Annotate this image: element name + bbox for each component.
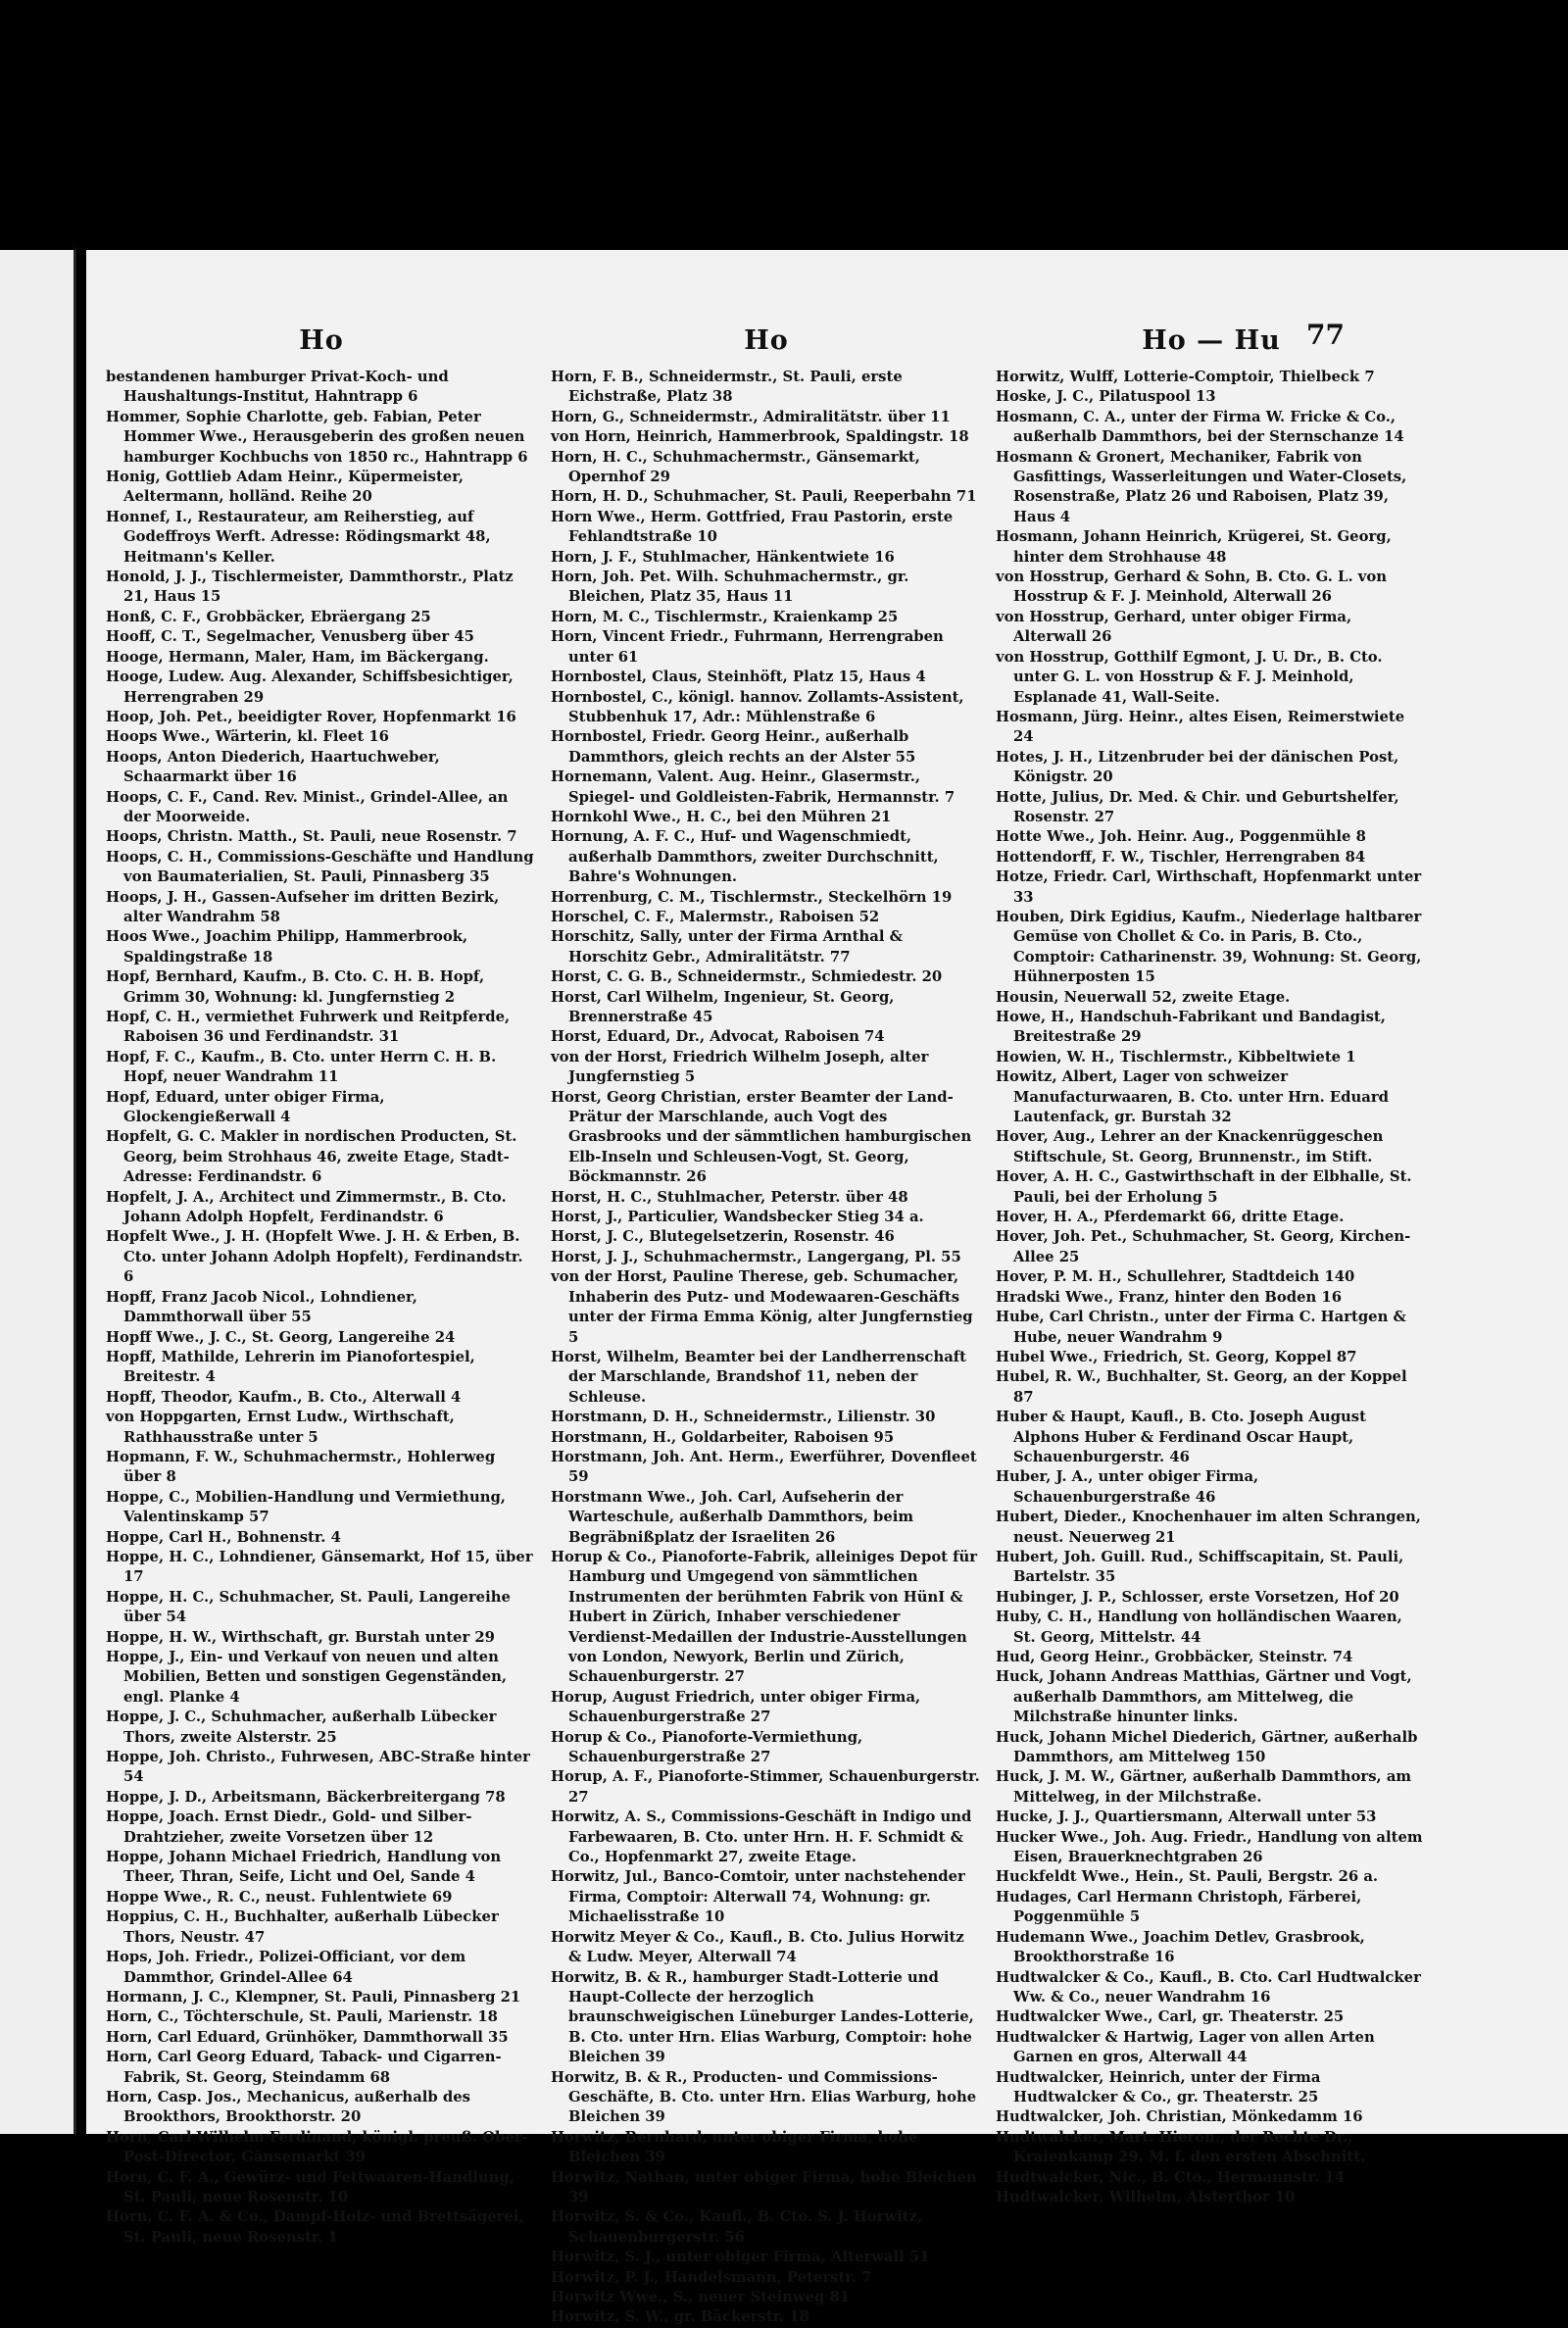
- directory-entry: Horschel, C. F., Malermstr., Raboisen 52: [551, 908, 880, 925]
- directory-entry: Hosmann, Jürg. Heinr., altes Eisen, Reimerstwiete 24: [996, 708, 1405, 746]
- directory-entry: Horschitz, Sally, unter der Firma Arnthal & Horschitz Gebr., Admiralitätstr. 77: [551, 928, 903, 966]
- directory-entry: Horn, Joh. Pet. Wilh. Schuhmachermstr., gr. Bleichen, Platz 35, Haus 11: [551, 569, 909, 606]
- directory-entry: von Horn, Heinrich, Hammerbrook, Spaldingstr. 18: [551, 428, 969, 446]
- directory-entry: Housin, Neuerwall 52, zweite Etage.: [996, 988, 1291, 1006]
- directory-entry: Horrenburg, C. M., Tischlermstr., Steckelhörn 19: [551, 888, 953, 906]
- directory-entry: Hubert, Dieder., Knochenhauer im alten Schrangen, neust. Neuerweg 21: [996, 1509, 1421, 1546]
- directory-entry: von der Horst, Friedrich Wilhelm Joseph, alter Jungfernstieg 5: [551, 1048, 929, 1086]
- directory-entry: Horup & Co., Pianoforte-Vermiethung, Schauenburgerstraße 27: [551, 1728, 863, 1766]
- directory-entry: Honnef, I., Restaurateur, am Reiherstieg, auf Godeffroys Werft. Adresse: Rödingsmarkt 48, Heitmann's Keller.: [106, 508, 491, 566]
- directory-entry: Horwitz, Jul., Banco-Comtoir, unter nachstehender Firma, Comptoir: Alterwall 74, Wohnung: gr. Michaelisstraße 10: [551, 1868, 965, 1926]
- entry-list: [551, 368, 982, 2328]
- directory-entry: Hopf, Bernhard, Kaufm., B. Cto. C. H. B. Hopf, Grimm 30, Wohnung: kl. Jungfernstieg 2: [106, 968, 485, 1006]
- directory-entry: Hoops, J. H., Gassen-Aufseher im dritten Bezirk, alter Wandrahm 58: [106, 888, 500, 925]
- directory-entry: Horwitz, P. J., Handelsmann, Peterstr. 7: [551, 2268, 872, 2286]
- directory-entry: Huber, J. A., unter obiger Firma, Schauenburgerstraße 46: [996, 1468, 1259, 1506]
- directory-entry: Hudtwalcker, Wilhelm, Alsterthor 10: [996, 2188, 1296, 2205]
- directory-entry: Hudtwalcker, Heinrich, unter der Firma Hudtwalcker & Co., gr. Theaterstr. 25: [996, 2068, 1321, 2105]
- directory-entry: Hudtwalcker, Nic., B. Cto., Hermannstr. 14: [996, 2168, 1346, 2186]
- directory-entry: Horstmann, D. H., Schneidermstr., Lilienstr. 30: [551, 1409, 936, 1426]
- directory-entry: Hudtwalcker, Mart. Hieron., der Rechte Dr., Kraienkamp 29. M. f. den ersten Abschnitt.: [996, 2128, 1366, 2166]
- directory-entry: Horwitz Meyer & Co., Kaufl., B. Cto. Julius Horwitz & Ludw. Meyer, Alterwall 74: [551, 1928, 964, 1966]
- directory-entry: Horn, G., Schneidermstr., Admiralitätstr. über 11: [551, 408, 951, 425]
- directory-entry: Hoppe, Joach. Ernst Diedr., Gold- und Silber-Drahtzieher, zweite Vorsetzen über 12: [106, 1808, 472, 1846]
- directory-entry: Hoppe Wwe., R. C., neust. Fuhlentwiete 69: [106, 1888, 453, 1906]
- directory-entry: Horwitz, B. & R., hamburger Stadt-Lotterie und Haupt-Collecte der herzoglich braunschweigischen Lüneburger Landes-Lotterie, B. Cto. unter Hrn. Elias Warburg, Comptoir: hohe Bleichen 39: [551, 1968, 974, 2066]
- directory-entry: Horn Wwe., Herm. Gottfried, Frau Pastorin, erste Fehlandtstraße 10: [551, 508, 954, 546]
- directory-entry: von Hosstrup, Gerhard & Sohn, B. Cto. G. L. von Hosstrup & F. J. Meinhold, Alterwall 26: [996, 569, 1387, 606]
- directory-entry: Hornbostel, C., königl. hannov. Zollamts-Assistent, Stubbenhuk 17, Adr.: Mühlenstraße 6: [551, 688, 964, 725]
- directory-entry: Horwitz, A. S., Commissions-Geschäft in Indigo und Farbewaaren, B. Cto. unter Hrn. H. F. Schmidt & Co., Hopfenmarkt 27, zweite Etage.: [551, 1808, 972, 1866]
- directory-entry: Hornbostel, Friedr. Georg Heinr., außerhalb Dammthors, gleich rechts an der Alster 55: [551, 728, 916, 766]
- directory-entry: Horwitz Wwe., S., neuer Steinweg 81: [551, 2289, 851, 2305]
- column-header: Ho: [299, 325, 344, 356]
- directory-entry: Horst, H. C., Stuhlmacher, Peterstr. über 48: [551, 1188, 908, 1206]
- directory-entry: Huck, Johann Andreas Matthias, Gärtner und Vogt, außerhalb Dammthors, am Mittelweg, die Milchstraße hinunter links.: [996, 1668, 1412, 1726]
- directory-entry: Hosmann, Johann Heinrich, Krügerei, St. Georg, hinter dem Strohhause 48: [996, 528, 1392, 566]
- directory-entry: Horn, Carl Eduard, Grünhöker, Dammthorwall 35: [106, 2028, 509, 2046]
- directory-entry: Hradski Wwe., Franz, hinter den Boden 16: [996, 1288, 1343, 1306]
- directory-entry: Hoppe, J. D., Arbeitsmann, Bäckerbreitergang 78: [106, 1788, 506, 1806]
- directory-entry: Horstmann, Joh. Ant. Herm., Ewerführer, Dovenfleet 59: [551, 1448, 977, 1486]
- directory-entry: Honold, J. J., Tischlermeister, Dammthorstr., Platz 21, Haus 15: [106, 569, 514, 606]
- directory-entry: Hoops Wwe., Wärterin, kl. Fleet 16: [106, 728, 389, 746]
- directory-entry: Horup, A. F., Pianoforte-Stimmer, Schauenburgerstr. 27: [551, 1768, 980, 1806]
- directory-entry: Hoppe, J. C., Schuhmacher, außerhalb Lübecker Thors, zweite Alsterstr. 25: [106, 1709, 497, 1746]
- directory-entry: von Hoppgarten, Ernst Ludw., Wirthschaft, Rathhausstraße unter 5: [106, 1409, 455, 1446]
- directory-entry: Hoppe, Joh. Christo., Fuhrwesen, ABC-Straße hinter 54: [106, 1749, 530, 1786]
- directory-entry: Horst, Georg Christian, erster Beamter der Land-Prätur der Marschlande, auch Vogt des Grasbrooks und der sämmtlichen hamburgischen Elb-Inseln und Schleusen-Vogt, St. Georg, Böckmannstr. 26: [551, 1088, 972, 1186]
- directory-page: [86, 250, 1568, 2326]
- directory-entry: Horst, Eduard, Dr., Advocat, Raboisen 74: [551, 1028, 885, 1046]
- directory-entry: Hotte Wwe., Joh. Heinr. Aug., Poggenmühle 8: [996, 828, 1366, 846]
- directory-entry: Hornung, A. F. C., Huf- und Wagenschmiedt, außerhalb Dammthors, zweiter Durchschnitt, Bahre's Wohnungen.: [551, 828, 939, 886]
- directory-entry: Horn, H. D., Schuhmacher, St. Pauli, Reeperbahn 71: [551, 488, 977, 506]
- directory-entry: Huckfeldt Wwe., Hein., St. Pauli, Bergstr. 26 a.: [996, 1868, 1379, 1886]
- directory-entry: Hudemann Wwe., Joachim Detlev, Grasbrook, Brookthorstraße 16: [996, 1928, 1365, 1966]
- directory-entry: Hooge, Ludew. Aug. Alexander, Schiffsbesichtiger, Herrengraben 29: [106, 669, 514, 706]
- directory-entry: Huber & Haupt, Kaufl., B. Cto. Joseph August Alphons Huber & Ferdinand Oscar Haupt, Schauenburgerstr. 46: [996, 1409, 1366, 1465]
- directory-entry: Hornkohl Wwe., H. C., bei den Mühren 21: [551, 808, 892, 825]
- directory-entry: Huck, Johann Michel Diederich, Gärtner, außerhalb Dammthors, am Mittelweg 150: [996, 1728, 1418, 1766]
- directory-entry: Horup & Co., Pianoforte-Fabrik, alleiniges Depot für Hamburg und Umgegend von sämmtlichen Instrumenten der berühmten Fabrik von HünI & Hubert in Zürich, Inhaber verschiedener Verdienst-Medaillen der Industrie-Ausstellungen von London, Newyork, Berlin und Zürich, Schauenburgerstr. 27: [551, 1548, 978, 1686]
- directory-entry: Horst, Carl Wilhelm, Ingenieur, St. Georg, Brennerstraße 45: [551, 988, 895, 1025]
- column-header: Ho — Hu: [1142, 325, 1281, 356]
- directory-entry: Horwitz, Bernhard, unter obiger Firma, hohe Bleichen 39: [551, 2128, 918, 2166]
- directory-entry: Hucker Wwe., Joh. Aug. Friedr., Handlung von altem Eisen, Brauerknechtgraben 26: [996, 1828, 1423, 1866]
- directory-entry: Hopf, C. H., vermiethet Fuhrwerk und Reitpferde, Raboisen 36 und Ferdinandstr. 31: [106, 1009, 511, 1046]
- directory-entry: Horn, M. C., Tischlermstr., Kraienkamp 25: [551, 608, 899, 625]
- directory-entry: Hudtwalcker Wwe., Carl, gr. Theaterstr. 25: [996, 2008, 1345, 2026]
- directory-entry: Hoops, Anton Diederich, Haartuchweber, Schaarmarkt über 16: [106, 748, 440, 786]
- directory-entry: Horstmann Wwe., Joh. Carl, Aufseherin der Warteschule, außerhalb Dammthors, beim Begräbnißplatz der Israeliten 26: [551, 1488, 914, 1546]
- directory-entry: Horn, C. F. A., Gewürz- und Fettwaaren-Handlung, St. Pauli, neue Rosenstr. 10: [106, 2168, 514, 2205]
- directory-entry: Hubel Wwe., Friedrich, St. Georg, Koppel 87: [996, 1348, 1357, 1365]
- directory-entry: Hoops, C. H., Commissions-Geschäfte und Handlung von Baumaterialien, St. Pauli, Pinnasberg 35: [106, 848, 534, 886]
- directory-entry: Hoops, Christn. Matth., St. Pauli, neue Rosenstr. 7: [106, 828, 517, 846]
- directory-entry: Hover, H. A., Pferdemarkt 66, dritte Etage.: [996, 1209, 1345, 1226]
- directory-entry: Hommer, Sophie Charlotte, geb. Fabian, Peter Hommer Wwe., Herausgeberin des großen neuen hamburger Kochbuchs von 1850 rc., Hahntrapp 6: [106, 408, 528, 466]
- directory-entry: Hoske, J. C., Pilatuspool 13: [996, 388, 1216, 406]
- directory-entry: Horwitz, Wulff, Lotterie-Comptoir, Thielbeck 7: [996, 369, 1375, 385]
- directory-entry: Hooff, C. T., Segelmacher, Venusberg über 45: [106, 628, 474, 646]
- directory-entry: Howe, H., Handschuh-Fabrikant und Bandagist, Breitestraße 29: [996, 1009, 1386, 1046]
- directory-entry: Hotte, Julius, Dr. Med. & Chir. und Geburtshelfer, Rosenstr. 27: [996, 788, 1399, 825]
- directory-entry: Hoos Wwe., Joachim Philipp, Hammerbrook, Spaldingstraße 18: [106, 928, 468, 966]
- directory-entry: Horn, C. F. A. & Co., Dampf-Holz- und Brettsägerei, St. Pauli, neue Rosenstr. 1: [106, 2208, 524, 2246]
- directory-entry: Horn, C., Töchterschule, St. Pauli, Marienstr. 18: [106, 2008, 498, 2026]
- directory-entry: Honig, Gottlieb Adam Heinr., Küpermeister, Aeltermann, holländ. Reihe 20: [106, 469, 465, 506]
- directory-entry: Horst, J. J., Schuhmachermstr., Langergang, Pl. 55: [551, 1248, 961, 1265]
- directory-entry: Horup, August Friedrich, unter obiger Firma, Schauenburgerstraße 27: [551, 1688, 921, 1726]
- directory-entry: Hopmann, F. W., Schuhmachermstr., Hohlerweg über 8: [106, 1448, 496, 1486]
- column-header: Ho: [744, 325, 789, 356]
- directory-entry: Huby, C. H., Handlung von holländischen Waaren, St. Georg, Mittelstr. 44: [996, 1609, 1402, 1646]
- directory-entry: Hops, Joh. Friedr., Polizei-Officiant, vor dem Dammthor, Grindel-Allee 64: [106, 1949, 466, 1986]
- directory-entry: Hudtwalcker & Co., Kaufl., B. Cto. Carl Hudtwalcker Ww. & Co., neuer Wandrahm 16: [996, 1968, 1421, 2006]
- entry-list: [106, 368, 537, 2248]
- directory-entry: Hover, Joh. Pet., Schuhmacher, St. Georg, Kirchen-Allee 25: [996, 1228, 1411, 1265]
- directory-entry: Hoppe, Johann Michael Friedrich, Handlung von Theer, Thran, Seife, Licht und Oel, Sande 4: [106, 1849, 502, 1886]
- directory-entry: Houben, Dirk Egidius, Kaufm., Niederlage haltbarer Gemüse von Chollet & Co. in Paris, B. Cto., Comptoir: Catharinenstr. 39, Wohnung: St. Georg, Hühnerposten 15: [996, 908, 1422, 986]
- directory-entry: Horwitz, Nathan, unter obiger Firma, hohe Bleichen 39: [551, 2168, 977, 2205]
- directory-entry: Hoppe, H. W., Wirthschaft, gr. Burstah unter 29: [106, 1628, 495, 1646]
- directory-entry: Horn, J. F., Stuhlmacher, Hänkentwiete 16: [551, 548, 895, 566]
- directory-entry: Hover, P. M. H., Schullehrer, Stadtdeich 140: [996, 1268, 1355, 1286]
- directory-entry: Horn, Carl Wilhelm Ferdinand, königl. preuß. Ober-Post-Director, Gänsemarkt 39: [106, 2128, 528, 2166]
- directory-entry: Hopff, Theodor, Kaufm., B. Cto., Alterwall 4: [106, 1388, 462, 1406]
- directory-entry: Horst, C. G. B., Schneidermstr., Schmiedestr. 20: [551, 968, 943, 986]
- directory-entry: Hoops, C. F., Cand. Rev. Minist., Grindel-Allee, an der Moorweide.: [106, 788, 509, 825]
- directory-entry: Hoppe, H. C., Lohndiener, Gänsemarkt, Hof 15, über 17: [106, 1548, 533, 1586]
- directory-entry: Hucke, J. J., Quartiersmann, Alterwall unter 53: [996, 1808, 1377, 1826]
- directory-entry: Horst, Wilhelm, Beamter bei der Landherrenschaft der Marschlande, Brandshof 11, neben der Schleuse.: [551, 1348, 966, 1406]
- directory-entry: Hopff Wwe., J. C., St. Georg, Langereihe 24: [106, 1328, 456, 1346]
- directory-entry: Howien, W. H., Tischlermstr., Kibbeltwiete 1: [996, 1048, 1356, 1065]
- column-2: [551, 324, 982, 2326]
- directory-entry: Hoppe, J., Ein- und Verkauf von neuen und alten Mobilien, Betten und sonstigen Gegenständen, engl. Planke 4: [106, 1649, 508, 1706]
- directory-entry: Hover, Aug., Lehrer an der Knackenrüggeschen Stiftschule, St. Georg, Brunnenstr., im Stift.: [996, 1128, 1384, 1165]
- directory-entry: Horwitz, S. J., unter obiger Firma, Alterwall 51: [551, 2249, 930, 2266]
- directory-entry: Hopf, F. C., Kaufm., B. Cto. unter Herrn C. H. B. Hopf, neuer Wandrahm 11: [106, 1048, 497, 1086]
- directory-entry: Hosmann & Gronert, Mechaniker, Fabrik von Gasfittings, Wasserleitungen und Water-Closets, Rosenstraße, Platz 26 und Raboisen, Platz 39, Haus 4: [996, 448, 1407, 525]
- directory-entry: Horn, H. C., Schuhmachermstr., Gänsemarkt, Opernhof 29: [551, 448, 920, 486]
- directory-entry: Hornbostel, Claus, Steinhöft, Platz 15, Haus 4: [551, 669, 926, 686]
- directory-entry: Horn, F. B., Schneidermstr., St. Pauli, erste Eichstraße, Platz 38: [551, 369, 903, 406]
- directory-entry: Hoppe, H. C., Schuhmacher, St. Pauli, Langereihe über 54: [106, 1588, 511, 1626]
- directory-entry: Huck, J. M. W., Gärtner, außerhalb Dammthors, am Mittelweg, in der Milchstraße.: [996, 1768, 1412, 1806]
- directory-entry: Hubinger, J. P., Schlosser, erste Vorsetzen, Hof 20: [996, 1588, 1399, 1606]
- directory-entry: Hosmann, C. A., unter der Firma W. Fricke & Co., außerhalb Dammthors, bei der Sternschanze 14: [996, 408, 1404, 446]
- directory-entry: Hopf, Eduard, unter obiger Firma, Glockengießerwall 4: [106, 1088, 385, 1126]
- directory-entry: Hudtwalcker, Joh. Christian, Mönkedamm 16: [996, 2108, 1363, 2126]
- directory-entry: Hopfelt, G. C. Makler in nordischen Producten, St. Georg, beim Strohhaus 46, zweite Etage, Stadt-Adresse: Ferdinandstr. 6: [106, 1128, 517, 1186]
- entry-list: [996, 368, 1427, 2207]
- directory-entry: Horwitz, S. W., gr. Bäckerstr. 18: [551, 2308, 809, 2326]
- directory-entry: von Hosstrup, Gerhard, unter obiger Firma, Alterwall 26: [996, 608, 1352, 646]
- columns-container: [106, 324, 1439, 2326]
- column-3: [996, 324, 1427, 2205]
- directory-entry: Hover, A. H. C., Gastwirthschaft in der Elbhalle, St. Pauli, bei der Erholung 5: [996, 1168, 1412, 1206]
- directory-entry: bestandenen hamburger Privat-Koch- und Haushaltungs-Institut, Hahntrapp 6: [106, 369, 449, 406]
- directory-entry: Horwitz, S. & Co., Kaufl., B. Cto. S. J. Horwitz, Schauenburgerstr. 56: [551, 2208, 923, 2246]
- directory-entry: Hudtwalcker & Hartwig, Lager von allen Arten Garnen en gros, Alterwall 44: [996, 2028, 1375, 2066]
- directory-entry: Hooge, Hermann, Maler, Ham, im Bäckergang.: [106, 648, 489, 666]
- directory-entry: von Hosstrup, Gotthilf Egmont, J. U. Dr., B. Cto. unter G. L. von Hosstrup & F. J. Meinhold, Esplanade 41, Wall-Seite.: [996, 648, 1383, 706]
- directory-entry: Horst, J. C., Blutegelsetzerin, Rosenstr. 46: [551, 1228, 895, 1246]
- directory-entry: Hoppe, C., Mobilien-Handlung und Vermiethung, Valentinskamp 57: [106, 1488, 506, 1526]
- directory-entry: Horstmann, H., Goldarbeiter, Raboisen 95: [551, 1428, 895, 1446]
- directory-entry: Horn, Vincent Friedr., Fuhrmann, Herrengraben unter 61: [551, 628, 944, 666]
- directory-entry: Hormann, J. C., Klempner, St. Pauli, Pinnasberg 21: [106, 1988, 521, 2006]
- directory-entry: Hudages, Carl Hermann Christoph, Färberei, Poggenmühle 5: [996, 1888, 1362, 1926]
- directory-entry: Hube, Carl Christn., unter der Firma C. Hartgen & Hube, neuer Wandrahm 9: [996, 1309, 1406, 1346]
- directory-entry: Hoppe, Carl H., Bohnenstr. 4: [106, 1528, 341, 1546]
- directory-entry: Horwitz, B. & R., Producten- und Commissions-Geschäfte, B. Cto. unter Hrn. Elias Warburg, hohe Bleichen 39: [551, 2068, 977, 2126]
- directory-entry: Horn, Carl Georg Eduard, Taback- und Cigarren-Fabrik, St. Georg, Steindamm 68: [106, 2049, 502, 2086]
- directory-entry: Hopfelt Wwe., J. H. (Hopfelt Wwe. J. H. & Erben, B. Cto. unter Johann Adolph Hopfelt), Ferdinandstr. 6: [106, 1228, 523, 1286]
- directory-entry: Hotze, Friedr. Carl, Wirthschaft, Hopfenmarkt unter 33: [996, 868, 1422, 906]
- column-1: [106, 324, 537, 2246]
- directory-entry: Hornemann, Valent. Aug. Heinr., Glasermstr., Spiegel- und Goldleisten-Fabrik, Hermannstr. 7: [551, 768, 956, 806]
- directory-entry: Hopfelt, J. A., Architect und Zimmermstr., B. Cto. Johann Adolph Hopfelt, Ferdinandstr. 6: [106, 1188, 507, 1226]
- directory-entry: Howitz, Albert, Lager von schweizer Manufacturwaaren, B. Cto. unter Hrn. Eduard Lautenfack, gr. Burstah 32: [996, 1068, 1390, 1126]
- directory-entry: Hubert, Joh. Guill. Rud., Schiffscapitain, St. Pauli, Bartelstr. 35: [996, 1548, 1404, 1586]
- directory-entry: Hubel, R. W., Buchhalter, St. Georg, an der Koppel 87: [996, 1368, 1407, 1406]
- directory-entry: Hottendorff, F. W., Tischler, Herrengraben 84: [996, 848, 1366, 866]
- directory-entry: Honß, C. F., Grobbäcker, Ebräergang 25: [106, 608, 431, 625]
- directory-entry: Hopff, Franz Jacob Nicol., Lohndiener, Dammthorwall über 55: [106, 1288, 417, 1326]
- page-number: 77: [1306, 319, 1345, 351]
- directory-entry: Hud, Georg Heinr., Grobbäcker, Steinstr. 74: [996, 1649, 1353, 1665]
- directory-entry: Hoop, Joh. Pet., beeidigter Rover, Hopfenmarkt 16: [106, 708, 516, 725]
- directory-entry: Horst, J., Particulier, Wandsbecker Stieg 34 a.: [551, 1209, 924, 1226]
- directory-entry: Hoppius, C. H., Buchhalter, außerhalb Lübecker Thors, Neustr. 47: [106, 1908, 499, 1946]
- directory-entry: von der Horst, Pauline Therese, geb. Schumacher, Inhaberin des Putz- und Modewaaren-Geschäfts unter der Firma Emma König, alter Jungfernstieg 5: [551, 1268, 973, 1346]
- directory-entry: Hopff, Mathilde, Lehrerin im Pianofortespiel, Breitestr. 4: [106, 1348, 475, 1386]
- previous-page-edge: [0, 250, 76, 2134]
- directory-entry: Hotes, J. H., Litzenbruder bei der dänischen Post, Königstr. 20: [996, 748, 1399, 786]
- directory-entry: Horn, Casp. Jos., Mechanicus, außerhalb des Brookthors, Brookthorstr. 20: [106, 2088, 470, 2126]
